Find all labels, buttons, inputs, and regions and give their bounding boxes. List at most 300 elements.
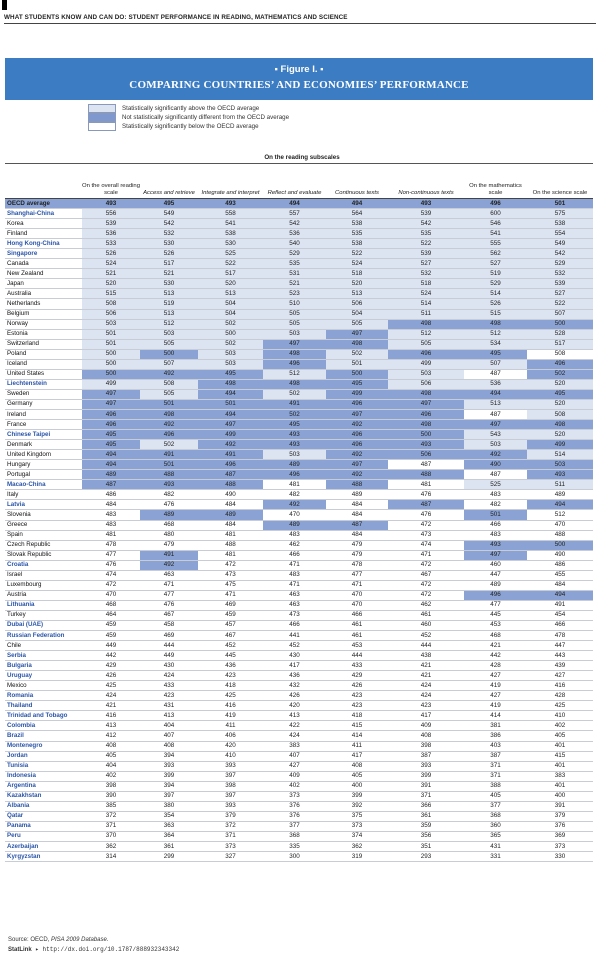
score-cell: 540 [263,239,326,249]
score-cell: 497 [464,550,527,560]
score-cell: 398 [198,781,263,791]
score-cell: 549 [140,209,198,219]
score-cell: 477 [82,550,140,560]
country-name: Tunisia [5,761,82,771]
score-cell: 507 [464,359,527,369]
score-cell: 379 [198,811,263,821]
statlink-label: StatLink [8,947,32,953]
score-cell: 514 [527,450,593,460]
score-cell: 488 [326,480,388,490]
score-cell: 489 [263,460,326,470]
score-cell: 492 [326,450,388,460]
score-cell: 411 [198,721,263,731]
score-cell: 470 [326,600,388,610]
score-cell: 421 [388,671,464,681]
score-cell: 506 [326,299,388,309]
score-cell: 512 [464,329,527,339]
score-cell: 421 [82,701,140,711]
score-cell: 425 [198,691,263,701]
legend-swatch-same [88,113,116,122]
statlink-url[interactable]: http://dx.doi.org/10.1787/888932343342 [42,946,180,953]
score-cell: 520 [527,379,593,389]
score-cell: 511 [527,480,593,490]
score-cell: 486 [527,560,593,570]
score-cell: 459 [82,620,140,630]
table-row [5,641,593,651]
score-cell: 513 [326,289,388,299]
score-cell: 497 [198,420,263,430]
score-cell: 383 [527,771,593,781]
score-cell: 362 [326,842,388,852]
score-cell: 492 [140,420,198,430]
score-cell: 365 [464,831,527,841]
table-row [5,500,593,510]
table-row [5,229,593,239]
score-cell: 460 [464,560,527,570]
score-cell: 424 [388,691,464,701]
score-cell: 502 [140,440,198,450]
score-cell: 503 [263,329,326,339]
score-cell: 424 [263,731,326,741]
score-cell: 444 [140,641,198,651]
score-cell: 293 [388,852,464,862]
score-cell: 410 [198,751,263,761]
score-cell: 393 [388,761,464,771]
score-cell: 528 [527,329,593,339]
score-cell: 502 [198,319,263,329]
score-cell: 496 [263,359,326,369]
score-cell: 479 [140,540,198,550]
score-cell: 481 [198,550,263,560]
score-cell: 461 [326,631,388,641]
country-name: Liechtenstein [5,379,82,389]
score-cell: 513 [140,289,198,299]
legend-row-same [88,113,289,122]
score-cell: 327 [198,852,263,862]
country-name: Brazil [5,731,82,741]
score-cell: 520 [82,279,140,289]
country-name: Spain [5,530,82,540]
score-cell: 520 [527,399,593,409]
source-suffix: . [106,937,109,943]
score-cell: 418 [326,711,388,721]
country-name: Netherlands [5,299,82,309]
score-cell: 512 [263,369,326,379]
score-cell: 496 [464,199,527,209]
score-cell: 489 [527,490,593,500]
score-cell: 473 [198,570,263,580]
country-name: Argentina [5,781,82,791]
score-cell: 488 [527,530,593,540]
table-row [5,701,593,711]
score-cell: 417 [326,751,388,761]
score-cell: 470 [326,590,388,600]
score-cell: 499 [527,440,593,450]
score-cell: 417 [388,711,464,721]
country-name: Slovak Republic [5,550,82,560]
score-cell: 397 [198,771,263,781]
score-cell: 482 [263,490,326,500]
table-row [5,771,593,781]
country-name: Russian Federation [5,631,82,641]
country-name: Czech Republic [5,540,82,550]
score-cell: 527 [527,289,593,299]
score-cell: 419 [464,701,527,711]
score-cell: 493 [263,440,326,450]
score-cell: 447 [464,570,527,580]
score-cell: 415 [326,721,388,731]
score-cell: 506 [388,379,464,389]
country-name: Shanghai-China [5,209,82,219]
score-cell: 512 [140,319,198,329]
score-cell: 494 [82,450,140,460]
score-cell: 481 [388,480,464,490]
country-name: Serbia [5,651,82,661]
score-cell: 421 [388,661,464,671]
table-row [5,852,593,862]
score-cell: 530 [140,279,198,289]
score-cell: 492 [326,420,388,430]
score-cell: 496 [140,430,198,440]
score-cell: 494 [326,199,388,209]
score-cell: 416 [527,681,593,691]
score-cell: 467 [198,631,263,641]
score-cell: 530 [140,239,198,249]
score-cell: 416 [82,711,140,721]
score-cell: 427 [263,761,326,771]
table-row [5,409,593,419]
legend-label-above: Statistically significantly above the OECD average [122,105,260,112]
country-name: Canada [5,259,82,269]
score-cell: 373 [527,842,593,852]
score-cell: 335 [263,842,326,852]
country-name: Albania [5,801,82,811]
country-name: Finland [5,229,82,239]
score-cell: 427 [527,671,593,681]
score-cell: 371 [388,791,464,801]
score-cell: 375 [326,811,388,821]
table-row [5,259,593,269]
score-cell: 479 [326,540,388,550]
score-cell: 488 [388,470,464,480]
score-cell: 575 [527,209,593,219]
score-cell: 431 [464,842,527,852]
statlink [8,946,179,953]
score-cell: 416 [198,701,263,711]
table-row [5,842,593,852]
score-cell: 371 [198,831,263,841]
table-row [5,811,593,821]
score-cell: 419 [464,681,527,691]
score-cell: 491 [198,450,263,460]
score-cell: 299 [140,852,198,862]
score-cell: 504 [198,309,263,319]
score-cell: 480 [140,530,198,540]
score-cell: 525 [198,249,263,259]
table-row [5,490,593,500]
score-cell: 492 [198,440,263,450]
score-cell: 487 [464,409,527,419]
score-cell: 462 [263,540,326,550]
table-row [5,831,593,841]
score-cell: 530 [198,239,263,249]
score-cell: 490 [464,460,527,470]
table-row [5,279,593,289]
score-cell: 506 [82,309,140,319]
score-cell: 515 [464,309,527,319]
score-cell: 500 [527,540,593,550]
score-cell: 466 [527,620,593,630]
score-cell: 483 [82,520,140,530]
score-cell: 506 [388,450,464,460]
table-row [5,761,593,771]
score-cell: 564 [326,209,388,219]
score-cell: 520 [527,430,593,440]
score-cell: 430 [140,661,198,671]
score-cell: 474 [388,540,464,550]
table-body [5,199,593,862]
score-cell: 483 [464,530,527,540]
score-cell: 500 [82,359,140,369]
table-row [5,781,593,791]
score-cell: 502 [263,409,326,419]
score-cell: 487 [82,480,140,490]
table-row [5,691,593,701]
score-cell: 452 [388,631,464,641]
score-cell: 488 [198,480,263,490]
table-row [5,339,593,349]
country-name: Mexico [5,681,82,691]
score-cell: 519 [140,299,198,309]
score-cell: 502 [198,339,263,349]
country-name: Germany [5,399,82,409]
score-cell: 429 [326,671,388,681]
score-cell: 496 [527,359,593,369]
score-cell: 414 [326,731,388,741]
country-name: Italy [5,490,82,500]
country-name: Slovenia [5,510,82,520]
score-cell: 533 [82,239,140,249]
score-cell: 478 [82,540,140,550]
score-cell: 496 [198,460,263,470]
col-header-mathematics: On the mathematics scale [464,164,527,199]
running-head: WHAT STUDENTS KNOW AND CAN DO: STUDENT PERFORMANCE IN READING, MATHEMATICS AND SCIENCE [4,14,596,24]
score-cell: 482 [464,500,527,510]
score-cell: 518 [388,279,464,289]
score-cell: 493 [388,440,464,450]
score-cell: 487 [464,470,527,480]
score-cell: 505 [326,319,388,329]
country-name: Panama [5,821,82,831]
score-cell: 394 [140,751,198,761]
country-name: Macao-China [5,480,82,490]
score-cell: 535 [388,229,464,239]
table-row [5,480,593,490]
score-cell: 524 [82,259,140,269]
score-cell: 507 [140,359,198,369]
country-name: Denmark [5,440,82,450]
score-cell: 425 [82,681,140,691]
score-cell: 393 [198,801,263,811]
score-cell: 471 [326,580,388,590]
score-cell: 424 [82,691,140,701]
score-cell: 472 [82,580,140,590]
score-cell: 461 [388,610,464,620]
country-name: Azerbaijan [5,842,82,852]
score-cell: 391 [388,781,464,791]
country-name: Colombia [5,721,82,731]
col-header-overall-reading: On the overall reading scale [82,164,140,199]
score-cell: 369 [527,831,593,841]
score-cell: 406 [198,731,263,741]
score-cell: 391 [527,801,593,811]
score-cell: 600 [464,209,527,219]
country-name: Chinese Taipei [5,430,82,440]
score-cell: 505 [388,339,464,349]
country-name: Montenegro [5,741,82,751]
score-cell: 408 [388,731,464,741]
score-cell: 495 [263,420,326,430]
reading-subscales-header: On the reading subscales [140,151,464,164]
country-name: Norway [5,319,82,329]
col-header-reflect-evaluate: Reflect and evaluate [263,164,326,199]
table-row [5,249,593,259]
score-cell: 426 [263,691,326,701]
score-cell: 494 [263,199,326,209]
source-title: PISA 2009 Database [51,937,107,943]
score-cell: 558 [198,209,263,219]
score-cell: 529 [263,249,326,259]
legend [88,104,289,131]
score-cell: 371 [82,821,140,831]
score-cell: 525 [464,480,527,490]
score-cell: 489 [464,580,527,590]
country-name: Belgium [5,309,82,319]
group-header-row [5,151,593,164]
score-cell: 493 [198,199,263,209]
score-cell: 377 [464,801,527,811]
score-cell: 500 [527,319,593,329]
performance-table [5,151,593,862]
score-cell: 481 [263,480,326,490]
score-cell: 414 [464,711,527,721]
score-cell: 512 [527,510,593,520]
score-cell: 314 [82,852,140,862]
score-cell: 424 [140,671,198,681]
score-cell: 496 [326,440,388,450]
score-cell: 489 [326,490,388,500]
score-cell: 439 [527,661,593,671]
score-cell: 534 [464,339,527,349]
score-cell: 526 [82,249,140,259]
score-cell: 538 [527,219,593,229]
table-row [5,460,593,470]
score-cell: 536 [82,229,140,239]
score-cell: 496 [388,409,464,419]
score-cell: 474 [82,570,140,580]
score-cell: 413 [263,711,326,721]
score-cell: 497 [263,339,326,349]
score-cell: 418 [198,681,263,691]
score-cell: 542 [527,249,593,259]
score-cell: 493 [82,199,140,209]
score-cell: 361 [388,811,464,821]
score-cell: 455 [527,570,593,580]
score-cell: 427 [464,691,527,701]
score-cell: 517 [140,259,198,269]
country-name: Dubai (UAE) [5,620,82,630]
score-cell: 400 [326,781,388,791]
score-cell: 484 [527,580,593,590]
country-name: United Kingdom [5,450,82,460]
column-header-row [5,164,593,199]
country-name: Indonesia [5,771,82,781]
score-cell: 556 [82,209,140,219]
score-cell: 467 [140,610,198,620]
score-cell: 542 [388,219,464,229]
score-cell: 405 [82,751,140,761]
score-cell: 366 [388,801,464,811]
score-cell: 404 [82,761,140,771]
score-cell: 496 [82,409,140,419]
score-cell: 531 [263,269,326,279]
score-cell: 483 [263,570,326,580]
score-cell: 477 [140,590,198,600]
score-cell: 478 [527,631,593,641]
table-row [5,600,593,610]
score-cell: 503 [140,329,198,339]
country-name: Australia [5,289,82,299]
score-cell: 377 [263,821,326,831]
country-name: Kazakhstan [5,791,82,801]
score-cell: 542 [140,219,198,229]
score-cell: 539 [527,279,593,289]
score-cell: 487 [326,520,388,530]
score-cell: 497 [464,420,527,430]
score-cell: 319 [326,852,388,862]
score-cell: 494 [198,409,263,419]
score-cell: 495 [527,389,593,399]
country-name: Trinidad and Tobago [5,711,82,721]
score-cell: 466 [263,550,326,560]
score-cell: 381 [464,721,527,731]
legend-swatch-below [88,122,116,131]
score-cell: 488 [140,470,198,480]
score-cell: 501 [464,510,527,520]
score-cell: 368 [464,811,527,821]
legend-label-below: Statistically significantly below the OECD average [122,123,259,130]
col-header-non-continuous-texts: Non-continuous texts [388,164,464,199]
score-cell: 493 [527,470,593,480]
score-cell: 420 [198,741,263,751]
score-cell: 500 [82,349,140,359]
score-cell: 515 [82,289,140,299]
score-cell: 371 [464,761,527,771]
score-cell: 484 [326,510,388,520]
score-cell: 508 [82,299,140,309]
country-name: United States [5,369,82,379]
score-cell: 376 [263,811,326,821]
score-cell: 489 [263,520,326,530]
score-cell: 497 [326,409,388,419]
score-cell: 483 [464,490,527,500]
score-cell: 541 [464,229,527,239]
score-cell: 521 [263,279,326,289]
score-cell: 498 [527,420,593,430]
score-cell: 498 [388,389,464,399]
score-cell: 481 [82,530,140,540]
country-name: Portugal [5,470,82,480]
